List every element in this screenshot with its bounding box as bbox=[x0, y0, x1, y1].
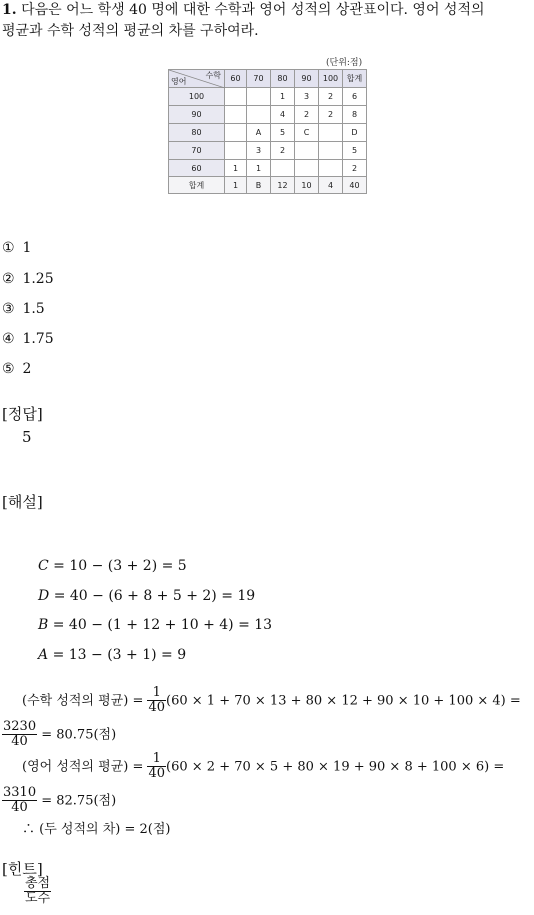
correlation-table bbox=[168, 69, 367, 194]
table-row bbox=[169, 124, 367, 142]
question-number: 1. bbox=[2, 2, 17, 18]
table-cell bbox=[225, 124, 247, 142]
table-cell: 5 bbox=[343, 142, 367, 160]
denominator: 40 bbox=[11, 800, 28, 816]
hint-numerator: 총점 bbox=[25, 876, 51, 891]
question-line-1 bbox=[2, 0, 485, 20]
table-cell: D bbox=[343, 124, 367, 142]
table-cell: 6 bbox=[343, 88, 367, 106]
math-average-label: (수학 성적의 평균) = bbox=[22, 693, 144, 709]
math-average-result-line bbox=[2, 720, 116, 750]
table-cell: 8 bbox=[343, 106, 367, 124]
option-mark: ② bbox=[2, 271, 15, 287]
option-value: 1.5 bbox=[22, 301, 45, 317]
numerator: 1 bbox=[147, 752, 166, 767]
english-average-expression: (60 × 2 + 70 × 5 + 80 × 19 + 90 × 8 + 100 × 6) = bbox=[166, 759, 505, 775]
table-cell: 2 bbox=[319, 106, 343, 124]
fraction-one-over-forty bbox=[147, 752, 166, 782]
expression: = 10 − (3 + 2) = 5 bbox=[53, 558, 187, 574]
table-cell: 1 bbox=[271, 88, 295, 106]
expression: = 40 − (1 + 12 + 10 + 4) = 13 bbox=[52, 617, 273, 633]
table-cell: 1 bbox=[247, 160, 271, 177]
numerator: 1 bbox=[147, 686, 166, 701]
expression: = 40 − (6 + 8 + 5 + 2) = 19 bbox=[53, 588, 256, 604]
solution-step-b bbox=[38, 617, 272, 633]
table-row bbox=[169, 142, 367, 160]
table-unit: (단위:점) bbox=[326, 58, 363, 68]
question-text-1: 다음은 어느 학생 40 명에 대한 수학과 영어 성적의 상관표이다. 영어 성적의 bbox=[21, 2, 485, 18]
table-cell: 1 bbox=[225, 177, 247, 194]
table-cell: 3 bbox=[247, 142, 271, 160]
math-average-expression: (60 × 1 + 70 × 13 + 80 × 12 + 90 × 10 + 100 × 4) = bbox=[166, 693, 521, 709]
option-4 bbox=[2, 331, 54, 347]
option-5 bbox=[2, 361, 31, 377]
answer-label: [정답] bbox=[2, 405, 43, 423]
english-average-label: (영어 성적의 평균) = bbox=[22, 759, 144, 775]
column-header: 합계 bbox=[343, 70, 367, 88]
numerator: 3310 bbox=[3, 785, 37, 800]
answer-value: 5 bbox=[22, 428, 32, 446]
table-cell: 2 bbox=[319, 88, 343, 106]
table-cell: 12 bbox=[271, 177, 295, 194]
option-2 bbox=[2, 271, 54, 287]
denominator: 40 bbox=[148, 766, 166, 782]
table-cell bbox=[247, 88, 271, 106]
solution-step-c bbox=[38, 558, 187, 574]
table-total-row bbox=[169, 177, 367, 194]
table-cell: 4 bbox=[271, 106, 295, 124]
corner-label-english: 영어 bbox=[171, 77, 187, 86]
row-header: 100 bbox=[169, 88, 225, 106]
hint-label: [힌트] bbox=[2, 860, 43, 878]
row-header: 70 bbox=[169, 142, 225, 160]
hint-fraction-body bbox=[24, 877, 51, 907]
expression: = 13 − (3 + 1) = 9 bbox=[52, 647, 187, 663]
column-header: 80 bbox=[271, 70, 295, 88]
table-cell bbox=[319, 142, 343, 160]
option-mark: ④ bbox=[2, 331, 15, 347]
row-header: 합계 bbox=[169, 177, 225, 194]
table-row bbox=[169, 88, 367, 106]
option-value: 2 bbox=[22, 361, 32, 377]
table-cell bbox=[247, 106, 271, 124]
column-header: 100 bbox=[319, 70, 343, 88]
option-value: 1 bbox=[22, 240, 32, 256]
variable: A bbox=[38, 647, 49, 663]
english-average-line bbox=[22, 752, 504, 782]
table-cell: 1 bbox=[225, 160, 247, 177]
math-average-line bbox=[22, 686, 521, 716]
option-mark: ① bbox=[2, 240, 15, 256]
corner-label-math: 수학 bbox=[205, 71, 221, 80]
column-header: 90 bbox=[295, 70, 319, 88]
solution-label: [해설] bbox=[2, 493, 43, 511]
question-text-2: 평균과 수학 성적의 평균의 차를 구하여라. bbox=[2, 23, 259, 39]
variable: B bbox=[38, 617, 49, 633]
table-row bbox=[169, 160, 367, 177]
table-cell bbox=[225, 142, 247, 160]
option-value: 1.25 bbox=[22, 271, 54, 287]
row-header: 80 bbox=[169, 124, 225, 142]
table-cell: 2 bbox=[295, 106, 319, 124]
table-cell bbox=[271, 160, 295, 177]
table-cell bbox=[319, 124, 343, 142]
table-cell bbox=[319, 160, 343, 177]
english-sum-fraction bbox=[2, 786, 37, 816]
table-cell: 5 bbox=[271, 124, 295, 142]
table-cell: 40 bbox=[343, 177, 367, 194]
denominator: 40 bbox=[11, 734, 28, 750]
numerator: 3230 bbox=[3, 719, 37, 734]
table-cell: 3 bbox=[295, 88, 319, 106]
option-3 bbox=[2, 301, 45, 317]
column-header: 60 bbox=[225, 70, 247, 88]
table-cell: B bbox=[247, 177, 271, 194]
table-cell: 2 bbox=[271, 142, 295, 160]
fraction-one-over-forty bbox=[147, 686, 166, 716]
variable: C bbox=[38, 558, 49, 574]
table-cell bbox=[225, 106, 247, 124]
table-corner-cell bbox=[169, 70, 225, 88]
column-header: 70 bbox=[247, 70, 271, 88]
english-average-result-line bbox=[2, 786, 116, 816]
hint-denominator: 도수 bbox=[25, 891, 51, 907]
table-cell: 4 bbox=[319, 177, 343, 194]
option-mark: ⑤ bbox=[2, 361, 15, 377]
table-cell bbox=[295, 142, 319, 160]
table-cell: A bbox=[247, 124, 271, 142]
row-header: 60 bbox=[169, 160, 225, 177]
hint-fraction bbox=[24, 877, 51, 907]
table-cell bbox=[225, 88, 247, 106]
variable: D bbox=[38, 588, 50, 604]
table-row bbox=[169, 106, 367, 124]
table-cell: 2 bbox=[343, 160, 367, 177]
solution-conclusion: ∴ (두 성적의 차) = 2(점) bbox=[22, 822, 171, 837]
table-cell: 10 bbox=[295, 177, 319, 194]
english-average-result: = 82.75(점) bbox=[41, 793, 117, 809]
table-cell: C bbox=[295, 124, 319, 142]
solution-step-a bbox=[38, 647, 186, 663]
row-header: 90 bbox=[169, 106, 225, 124]
solution-step-d bbox=[38, 588, 255, 604]
option-value: 1.75 bbox=[22, 331, 54, 347]
table-header-row bbox=[169, 70, 367, 88]
denominator: 40 bbox=[148, 700, 166, 716]
table-cell bbox=[295, 160, 319, 177]
math-average-result: = 80.75(점) bbox=[41, 727, 117, 743]
option-1 bbox=[2, 240, 31, 256]
math-sum-fraction bbox=[2, 720, 37, 750]
option-mark: ③ bbox=[2, 301, 15, 317]
